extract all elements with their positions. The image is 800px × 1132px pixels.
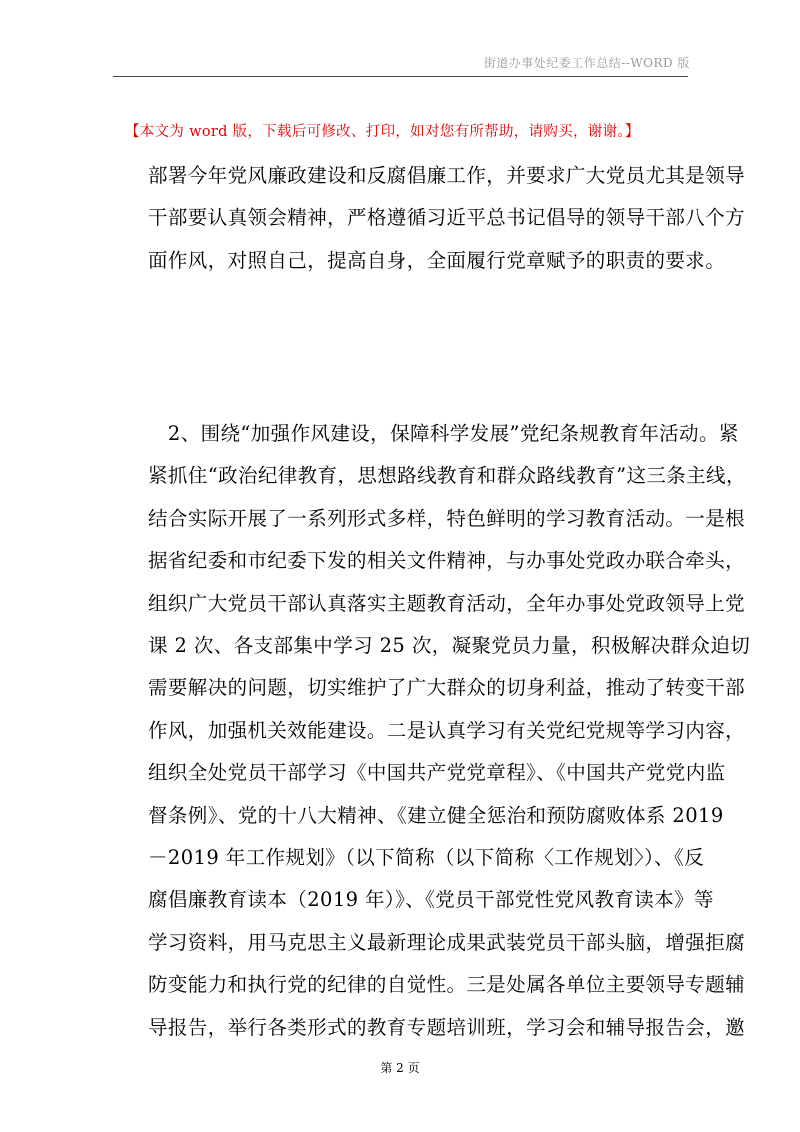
paragraph-line: 组织全处党员干部学习《中国共产党党章程》、《中国共产党党内监 [148,761,726,785]
paragraph-line: 紧抓住“政治纪律教育，思想路线教育和群众路线教育”这三条主线， [148,464,746,488]
paragraph-line: 防变能力和执行党的纪律的自觉性。三是处属各单位主要领导专题辅 [148,973,746,997]
purchase-notice: 【本文为 word 版，下载后可修改、打印，如对您有所帮助，请购买，谢谢。】 [125,124,640,140]
paragraph-line: 学习资料，用马克思主义最新理论成果武装党员干部头脑，增强拒腐 [148,930,746,954]
paragraph-line: 结合实际开展了一系列形式多样，特色鲜明的学习教育活动。一是根 [148,506,746,530]
paragraph-2 [148,413,751,1049]
paragraph-line: 干部要认真领会精神，严格遵循习近平总书记倡导的领导干部八个方 [148,206,746,230]
paragraph-line: 面作风，对照自己，提高自身，全面履行党章赋予的职责的要求。 [148,248,726,272]
paragraph-1 [148,155,746,282]
paragraph-line: －2019 年工作规划》（以下简称（以下简称〈工作规划〉）、《反 [148,846,705,870]
paragraph-line: 部署今年党风廉政建设和反腐倡廉工作，并要求广大党员尤其是领导 [148,164,746,187]
paragraph-line: 2、围绕“加强作风建设，保障科学发展”党纪条规教育年活动。紧 [148,422,739,445]
paragraph-line: 督条例》、党的十八大精神、《建立健全惩治和预防腐败体系 2019 [148,803,724,827]
paragraph-line: 需要解决的问题，切实维护了广大群众的切身利益，推动了转变干部 [148,676,746,700]
paragraph-line: 组织广大党员干部认真落实主题教育活动，全年办事处党政领导上党 [148,591,746,615]
paragraph-line: 腐倡廉教育读本（2019 年）》、《党员干部党性党风教育读本》等 [148,888,714,912]
paragraph-line: 导报告，举行各类形式的教育专题培训班，学习会和辅导报告会，邀 [148,1015,746,1039]
paragraph-line: 作风，加强机关效能建设。二是认真学习有关党纪党规等学习内容， [148,718,746,742]
paragraph-line: 课 2 次、各支部集中学习 25 次，凝聚党员力量，积极解决群众迫切 [148,634,751,658]
page-number: 第 2 页 [380,1061,420,1075]
document-header-title: 街道办事处纪委工作总结--WORD 版 [483,56,690,70]
header-divider [113,76,688,77]
paragraph-line: 据省纪委和市纪委下发的相关文件精神，与办事处党政办联合牵头， [148,549,746,573]
